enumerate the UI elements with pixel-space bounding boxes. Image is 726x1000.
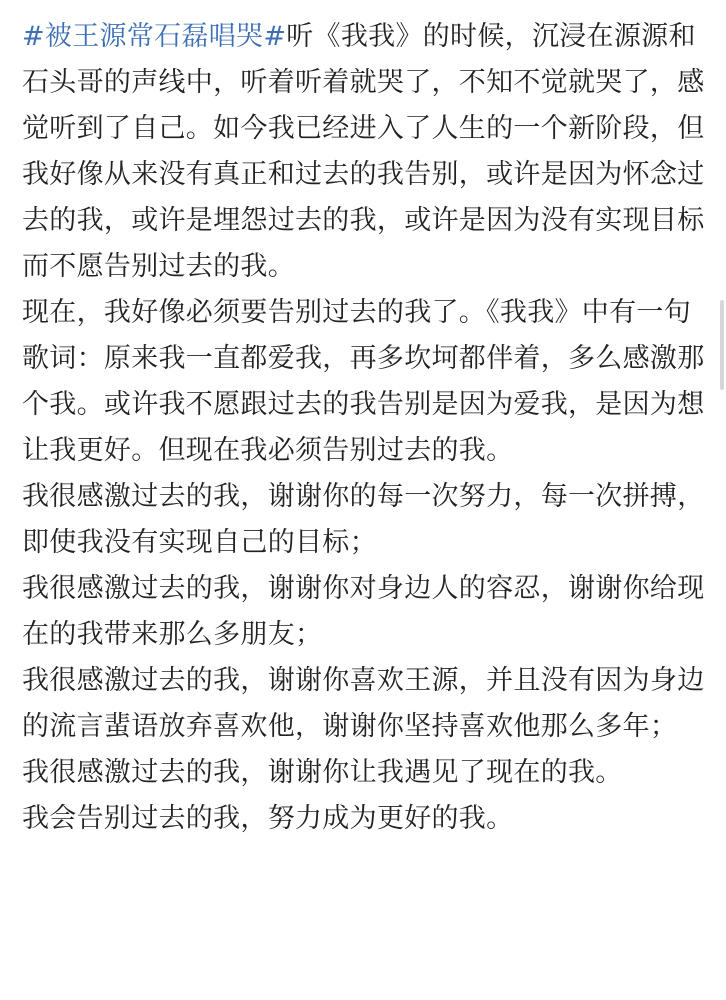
post-content [22,14,712,842]
scrollbar-thumb[interactable] [720,300,724,390]
post-paragraph-7: 我会告别过去的我，努力成为更好的我。 [22,803,514,834]
post-paragraph-4: 我很感激过去的我，谢谢你对身边人的容忍，谢谢你给现在的我带来那么多朋友； [22,573,705,650]
hashtag-link[interactable]: #被王源常石磊唱哭# [22,21,287,52]
post-paragraph-6: 我很感激过去的我，谢谢你让我遇见了现在的我。 [22,757,623,788]
post-paragraph-1 [22,14,712,290]
post-paragraph-5: 我很感激过去的我，谢谢你喜欢王源，并且没有因为身边的流言蜚语放弃喜欢他，谢谢你坚持喜欢他那么多年； [22,665,705,742]
post-paragraph-3: 我很感激过去的我，谢谢你的每一次努力，每一次拼搏，即使我没有实现自己的目标； [22,481,705,558]
post-paragraph-2: 现在，我好像必须要告别过去的我了。《我我》中有一句歌词：原来我一直都爱我，再多坎坷都伴着，多么感激那个我。或许我不愿跟过去的我告别是因为爱我，是因为想让我更好。但现在我必须告别过去的我。 [22,297,705,466]
post-text-1: 听《我我》的时候，沉浸在源源和石头哥的声线中，听着听着就哭了，不知不觉就哭了，感觉听到了自己。如今我已经进入了人生的一个新阶段，但我好像从来没有真正和过去的我告别，或许是因为怀念过去的我，或许是埋怨过去的我，或许是因为没有实现目标而不愿告别过去的我。 [22,21,705,282]
